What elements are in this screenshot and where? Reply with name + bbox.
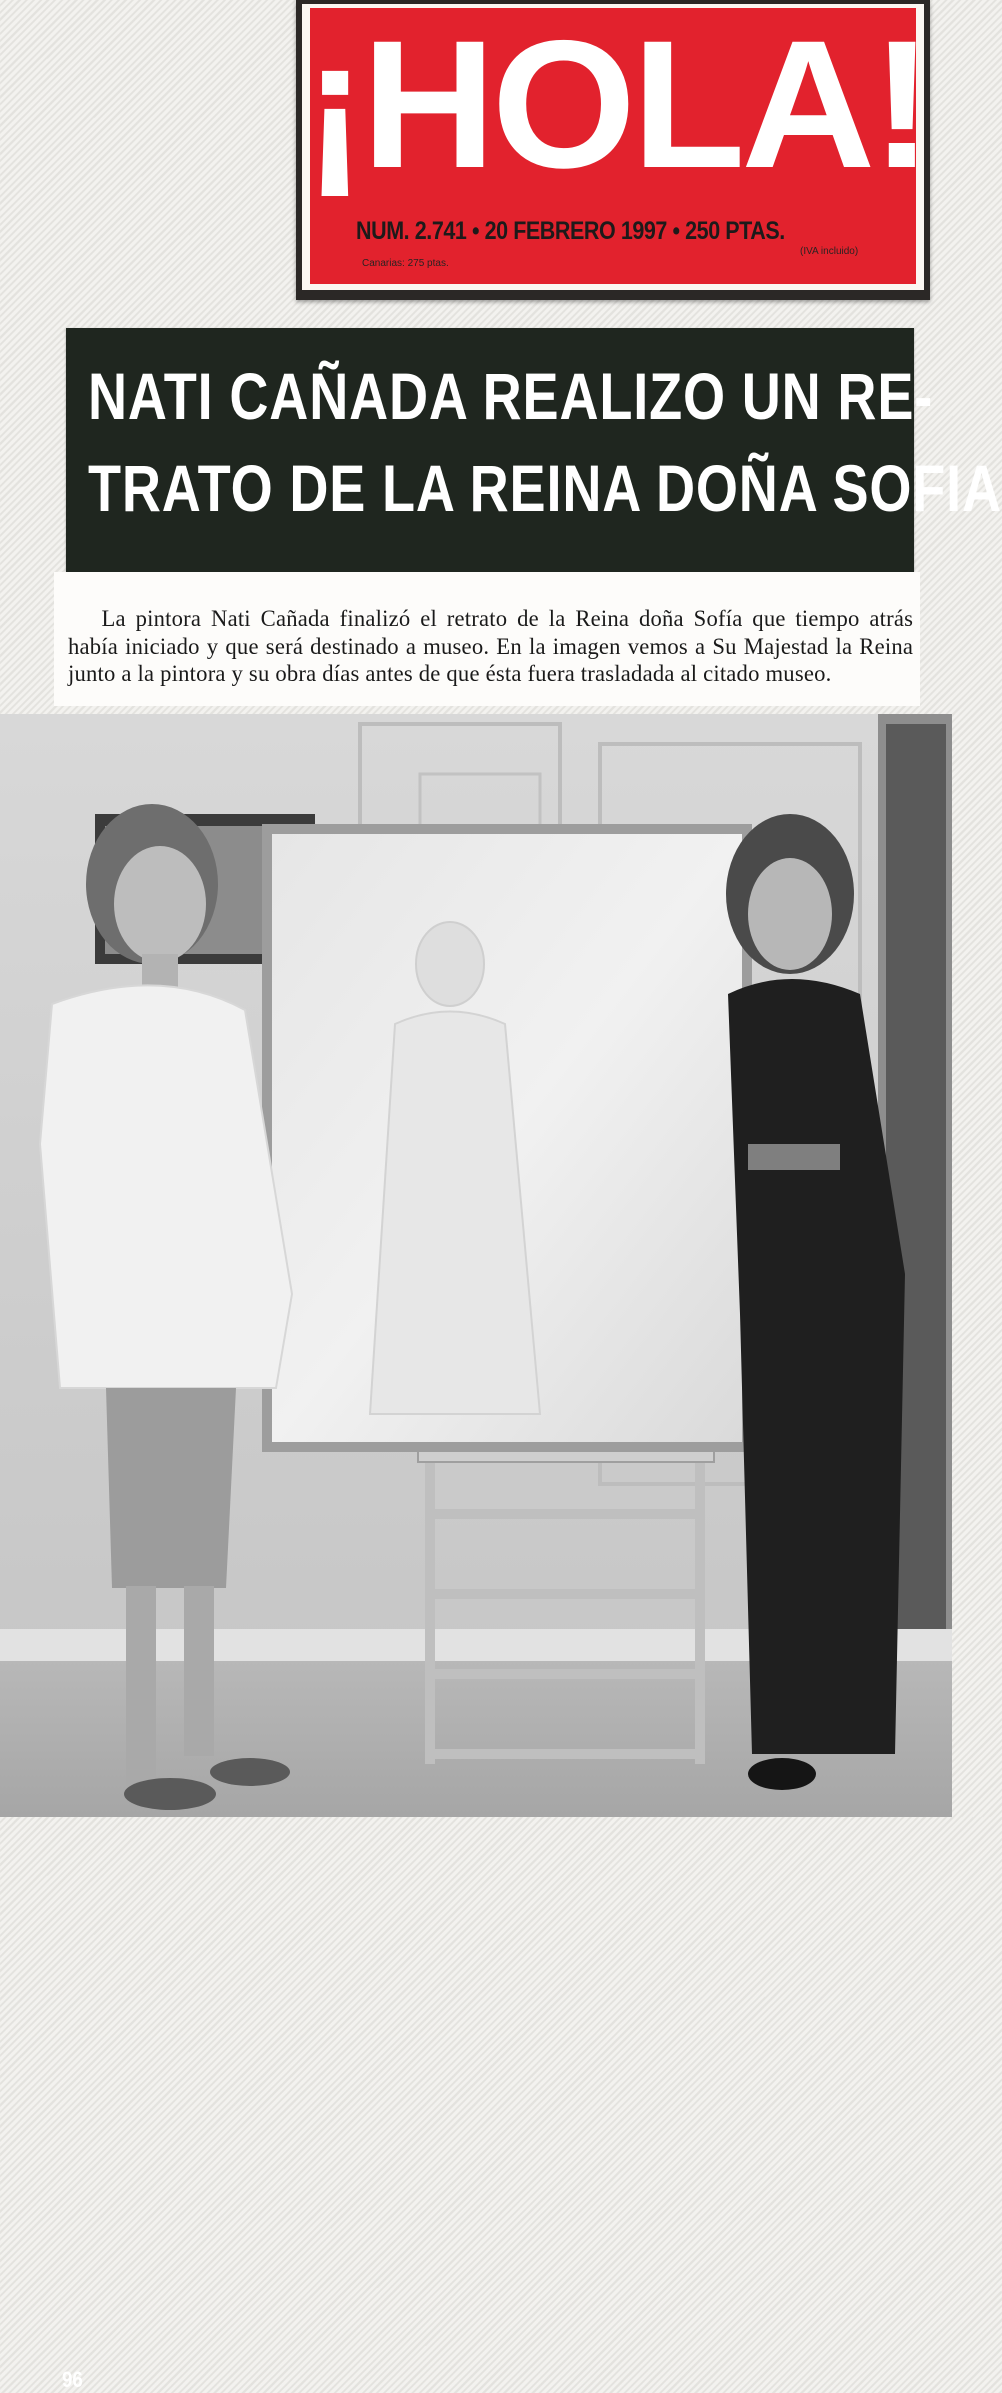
headline-line-2: TRATO DE LA REINA DOÑA SOFIA [88, 451, 1002, 525]
page-number: 96 [62, 2367, 83, 2392]
headline-line-1: NATI CAÑADA REALIZO UN RE- [88, 359, 934, 433]
article-caption: La pintora Nati Cañada finalizó el retrato de la Reina doña Sofía que tiempo atrás había iniciado y que será destinado a museo. En la imagen vemos a Su Majestad la Reina junto a la pintora y su obra días antes de que ésta fuera trasladada al citado museo. [68, 606, 914, 686]
canarias-price: Canarias: 275 ptas. [362, 258, 449, 269]
portrait-figure-head [416, 922, 484, 1006]
magazine-logo: ¡HOLA! [303, 2, 930, 206]
caption-box [54, 572, 920, 706]
iva-note: (IVA incluido) [800, 246, 859, 257]
masthead [302, 2, 930, 290]
headline-box [66, 328, 1002, 572]
masthead-red-panel [303, 2, 930, 284]
issue-info: NUM. 2.741 • 20 FEBRERO 1997 • 250 PTAS. [356, 217, 785, 245]
photo-illustration [0, 714, 952, 1817]
article-photo [0, 714, 952, 2392]
